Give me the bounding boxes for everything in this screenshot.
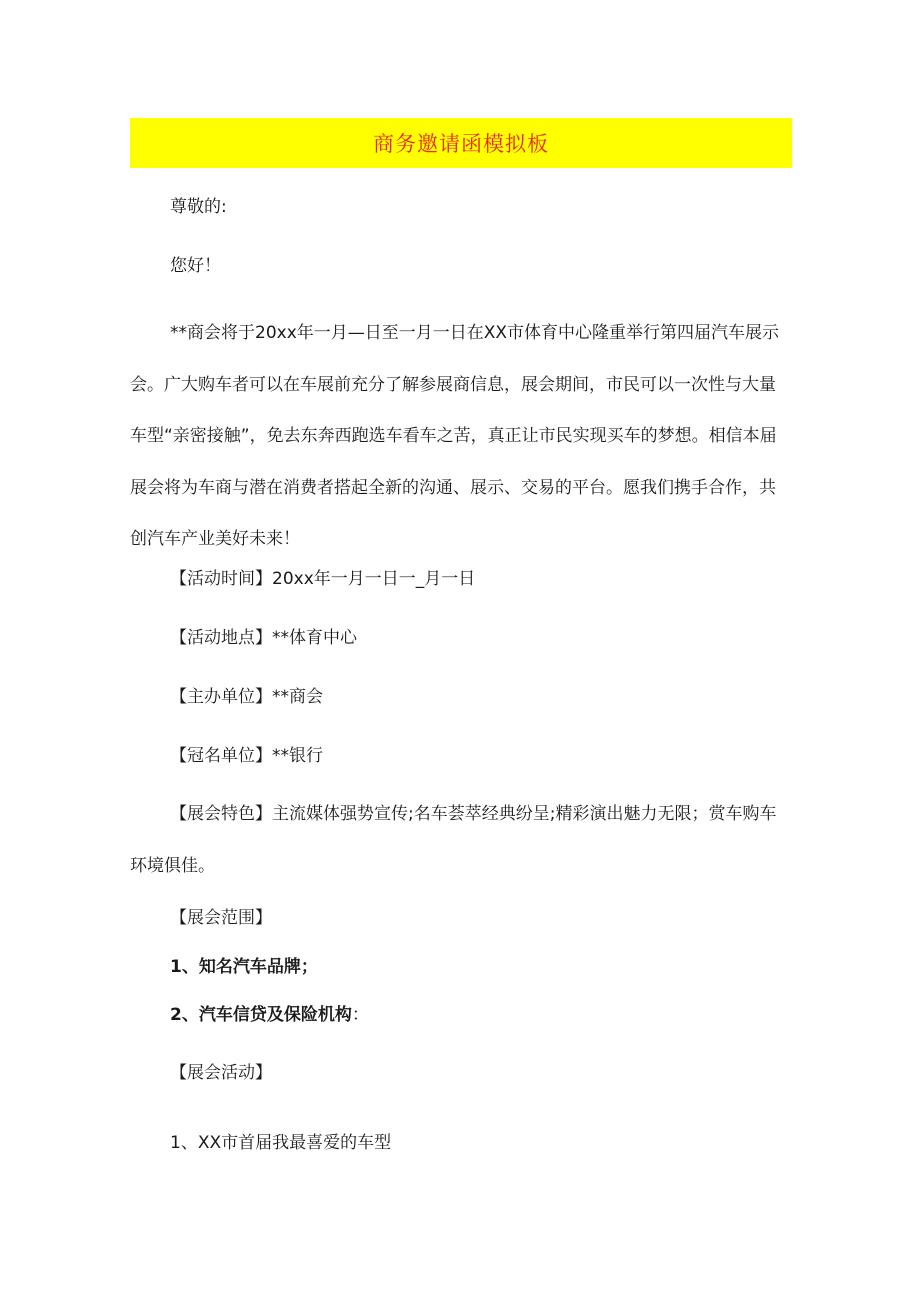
scope-item-2 (170, 1000, 369, 1025)
scope-item-2-tail: ： (351, 1005, 369, 1025)
activities-heading: 【展会活动】 (170, 1063, 272, 1083)
intro-paragraph: **商会将于20xx年一月—日至一月一日在XX市体育中心隆重举行第四届汽车展示会。广大购车者可以在车展前充分了解参展商信息，展会期间，市民可以一次性与大量车型“亲密接触”，免去东奔西跑选车看车之苦，真正让市民实现买车的梦想。相信本届展会将为车商与潜在消费者搭起全新的沟通、展示、交易的平台。愿我们携手合作，共创汽车产业美好未来！ (130, 323, 780, 549)
detail-time: 【活动时间】20xx年一月一日一_月一日 (170, 569, 476, 589)
scope-item-1: 1、知名汽车品牌； (170, 957, 318, 977)
greeting: 您好！ (170, 256, 221, 276)
document-title: 商务邀请函模拟板 (373, 132, 549, 156)
detail-organizer: 【主办单位】**商会 (170, 687, 323, 707)
title-banner (130, 118, 792, 168)
detail-sponsor: 【冠名单位】**银行 (170, 746, 323, 766)
activities-item-1: 1、XX市首届我最喜爱的车型 (170, 1133, 392, 1153)
scope-item-2-label: 2、汽车信贷及保险机构 (170, 1005, 352, 1025)
detail-location: 【活动地点】**体育中心 (170, 628, 357, 648)
salutation: 尊敬的: (170, 197, 227, 217)
scope-heading: 【展会范围】 (170, 908, 272, 928)
detail-features: 【展会特色】主流媒体强势宣传;名车荟萃经典纷呈;精彩演出魅力无限；赏车购车环境俱佳。 (130, 804, 777, 876)
